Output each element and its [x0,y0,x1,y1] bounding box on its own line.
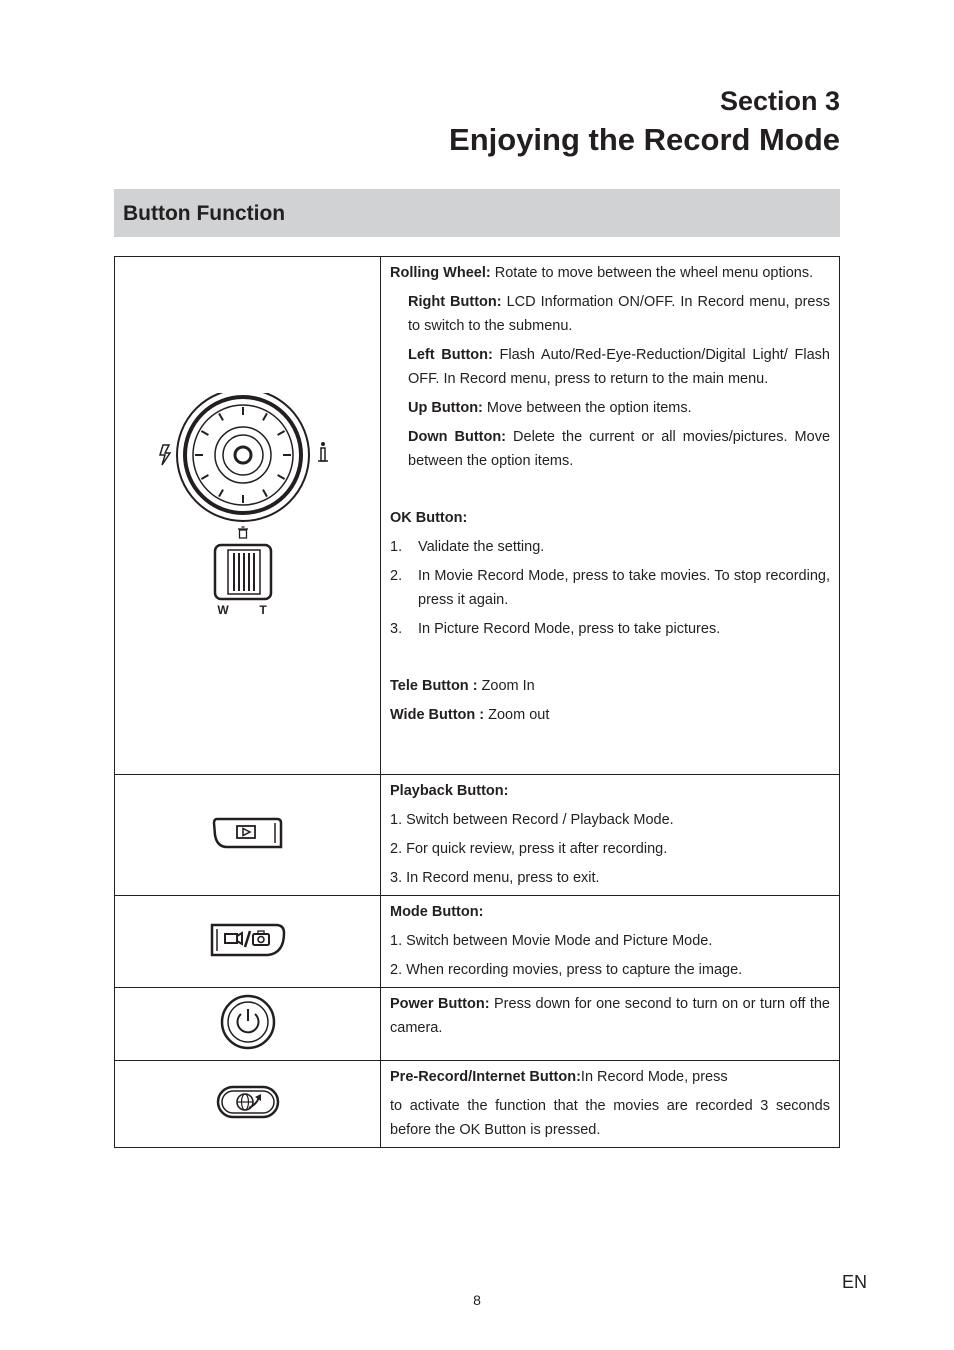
tele-label: T [258,603,267,617]
power-description [381,988,840,1061]
power-button-desc: Power Button: Press down for one second to turn on or turn off the camera. [390,996,830,1036]
tele-button-desc: Tele Button : Zoom In [390,678,535,694]
up-button-desc: Up Button: Move between the option items. [408,400,692,416]
table-row [115,896,840,988]
down-button-desc: Down Button: Delete the current or all movies/pictures. Move between the option items. [408,429,831,469]
prerecord-button-icon [215,1082,281,1122]
mode-button-icon [208,919,288,959]
list-item: 1. Switch between Movie Mode and Picture Mode. [390,933,713,949]
list-item: 3. In Record menu, press to exit. [390,870,600,886]
power-button-icon [218,992,278,1052]
mode-illustration-cell [115,896,381,988]
playback-heading: Playback Button: [390,783,509,799]
mode-description [381,896,840,988]
rolling-wheel-icon [153,393,343,643]
list-item: 3. In Picture Record Mode, press to take pictures. [390,621,721,637]
table-row [115,775,840,896]
page-number: 8 [473,1292,481,1308]
table-row [115,1061,840,1148]
prerecord-description [381,1061,840,1148]
section-number: Section 3 [719,86,840,116]
table-row [115,988,840,1061]
list-item: 1. Switch between Record / Playback Mode. [390,812,674,828]
ok-button-heading: OK Button: [390,510,468,526]
page-title: Enjoying the Record Mode [449,122,840,157]
rolling-wheel-desc: Rolling Wheel: Rotate to move between the wheel menu options. [390,265,814,281]
playback-illustration-cell [115,775,381,896]
list-item: 1. Validate the setting. [390,539,545,555]
wide-button-desc: Wide Button : Zoom out [390,707,550,723]
list-item: 2. When recording movies, press to capture the image. [390,962,743,978]
list-item: 2. For quick review, press it after recording. [390,841,668,857]
wheel-description [381,257,840,775]
power-illustration-cell [115,988,381,1061]
playback-button-icon [211,813,285,853]
section-header [449,84,840,160]
prerecord-button-desc: Pre-Record/Internet Button:In Record Mode, press [390,1069,728,1085]
wheel-illustration-cell [115,257,381,775]
list-item: 2. In Movie Record Mode, press to take movies. To stop recording, press it again. [390,568,830,608]
language-label: EN [841,1272,867,1292]
playback-description [381,775,840,896]
button-function-table [114,256,840,1148]
left-button-desc: Left Button: Flash Auto/Red-Eye-Reduction/Digital Light/ Flash OFF. In Record menu, press to return to the main menu. [408,347,830,387]
prerecord-illustration-cell [115,1061,381,1148]
subsection-bar: Button Function [114,189,840,237]
wide-label: W [216,603,229,617]
right-button-desc: Right Button: LCD Information ON/OFF. In Record menu, press to switch to the submenu. [408,294,830,334]
mode-heading: Mode Button: [390,904,484,920]
table-row [115,257,840,775]
prerecord-button-desc-cont: to activate the function that the movies are recorded 3 seconds before the OK Button is pressed. [390,1098,830,1138]
